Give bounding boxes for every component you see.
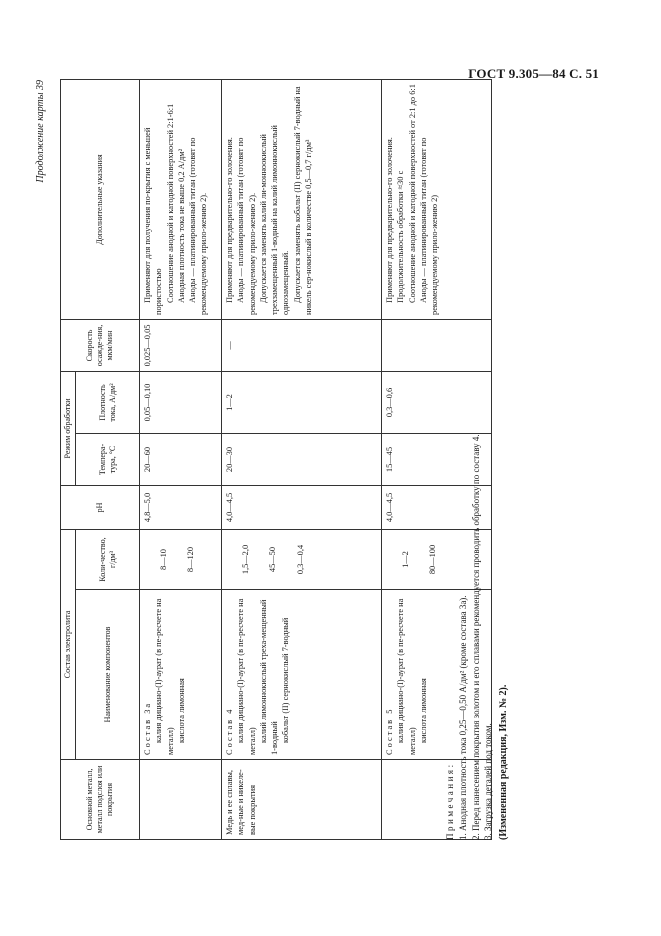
component-item: кислота лимонная — [176, 678, 186, 743]
revision-note: (Измененная редакция, Изм. № 2). — [498, 684, 510, 840]
quantity-value: 45—50 — [268, 546, 278, 573]
remark-item: 2. Перед нанесением покрытия золотом и его сплавами рекомендуется проводить обработку по составу 4. — [470, 434, 481, 840]
cell-speed: — — [222, 319, 382, 371]
cell-notes — [140, 79, 222, 319]
cell-ph: 4,0—4,5 — [222, 486, 382, 530]
header-current-density: Плотность тока, А/дм² — [76, 371, 140, 433]
cell-quantities — [222, 530, 382, 590]
composition-title: Состав 4 — [225, 707, 234, 755]
note-item: Продолжительность обработки ≈30 с — [396, 170, 406, 303]
quantity-value: 80—100 — [428, 544, 438, 575]
note-item: Аноды — платинированный титан (готовят по рекомендуемому прило-жению 2). — [188, 137, 209, 315]
note-item: Допускается заменять калий ли-монноокислый трехзамещенный 1-водный на калий лимоннокислый однозамещенный. — [258, 125, 291, 315]
cell-ph: 4,0—4,5 — [382, 486, 492, 530]
note-item: Применяют для получения по-крытия с меньшей пористостью — [143, 127, 164, 315]
remarks-block — [444, 80, 511, 840]
table-row — [140, 79, 222, 839]
note-item: Аноды — платинированный титан (готовят по рекомендуемому прило-жению 2). — [236, 137, 257, 315]
cell-current-density: 0,05—0,10 — [140, 371, 222, 433]
note-item: Допускается заменять кобальт (II) сернокислый 7-водный на никель сер-нокислый в количестве 0,5—0,7 г/дм³ — [292, 86, 313, 315]
header-quantity: Коли-чество, г/дм³ — [76, 530, 140, 590]
component-item: калия дицианo-(I)-аурат (в пе-ресчете на металл) — [154, 598, 175, 755]
component-item: кислота лимонная — [418, 678, 428, 743]
cell-speed: 0,025—0,05 — [140, 319, 222, 371]
header-additional: Дополнительные указания — [61, 79, 140, 319]
component-item: калия дициано-(I)-аурат (в пе-ресчете на металл) — [396, 598, 417, 755]
cell-temperature: 20—30 — [222, 434, 382, 486]
cell-components — [140, 590, 222, 760]
cell-notes — [222, 79, 382, 319]
component-item: кобальт (II) сернокислый 7-водный — [281, 617, 291, 743]
header-base-metal: Основной металл, металл подслоя или покрытия — [61, 760, 140, 840]
page-header: ГОСТ 9.305—84 С. 51 — [468, 66, 599, 81]
quantity-value: 8—10 — [159, 549, 168, 570]
header-ph: pH — [61, 486, 140, 530]
note-item: Применяют для предварительно-го золочения. — [225, 137, 234, 303]
cell-temperature: 15—45 — [382, 434, 492, 486]
header-deposition-speed: Скорость осажде-ния, мкм/мин — [61, 319, 140, 371]
header-component-name: Наименование компонентов — [76, 590, 140, 760]
remark-item: 1. Анодная плотность тока 0,25—0,50 А/дм² (кроме состава 3а). — [457, 595, 468, 840]
cell-temperature: 20—60 — [140, 434, 222, 486]
composition-title: Состав 5 — [385, 707, 394, 755]
quantity-value: 1—2 — [401, 551, 410, 568]
remarks-title: Примечания: — [445, 762, 455, 840]
cell-quantities — [140, 530, 222, 590]
cell-base-metal — [140, 760, 222, 840]
header-row-1 — [61, 79, 76, 839]
continuation-label: Продолжение карты 39 — [35, 80, 46, 183]
quantity-value: 1,5—2,0 — [241, 544, 250, 575]
note-item: Аноды — платинированный титан (готовят по рекомендуемому прило-жению 2) — [418, 137, 439, 315]
component-item: калий лимоннокислый треха-мещенный 1-водный — [258, 599, 279, 755]
cell-current-density: 0,3—0,6 — [382, 371, 492, 433]
composition-title: Состав 3а — [143, 701, 152, 755]
cell-components — [222, 590, 382, 760]
remark-item: 3. Загрузка деталей под током. — [483, 723, 494, 840]
cell-ph: 4,8—5,0 — [140, 486, 222, 530]
cell-base-metal: Медь и ее сплавы, мед-ные и никеле-вые покрытия — [222, 760, 382, 840]
electrolyte-table — [60, 79, 492, 840]
quantity-value: 0,3—0,4 — [295, 544, 305, 575]
rotated-page-content — [35, 80, 620, 840]
component-item: калия дициано-(I)-аурат (в пе-ресчете на металл) — [236, 598, 257, 755]
header-temperature: Темпера-тура, °С — [76, 434, 140, 486]
note-item: Анодная плотность тока не выше 0,2 А/дм² — [176, 148, 186, 303]
table-row — [222, 79, 382, 839]
header-mode: Режим обработки — [61, 371, 76, 485]
quantity-value: 8—120 — [186, 546, 196, 573]
note-item: Соотношение анодной и катодной поверхностей 2:1-6:1 — [165, 103, 175, 303]
header-electrolyte: Состав электролита — [61, 530, 76, 760]
note-item: Применяют для предварительно-го золочения. — [385, 137, 394, 303]
note-item: Соотношение анодной и катодной поверхностей от 2:1 до 6:1 — [407, 84, 417, 303]
cell-current-density: 1—2 — [222, 371, 382, 433]
